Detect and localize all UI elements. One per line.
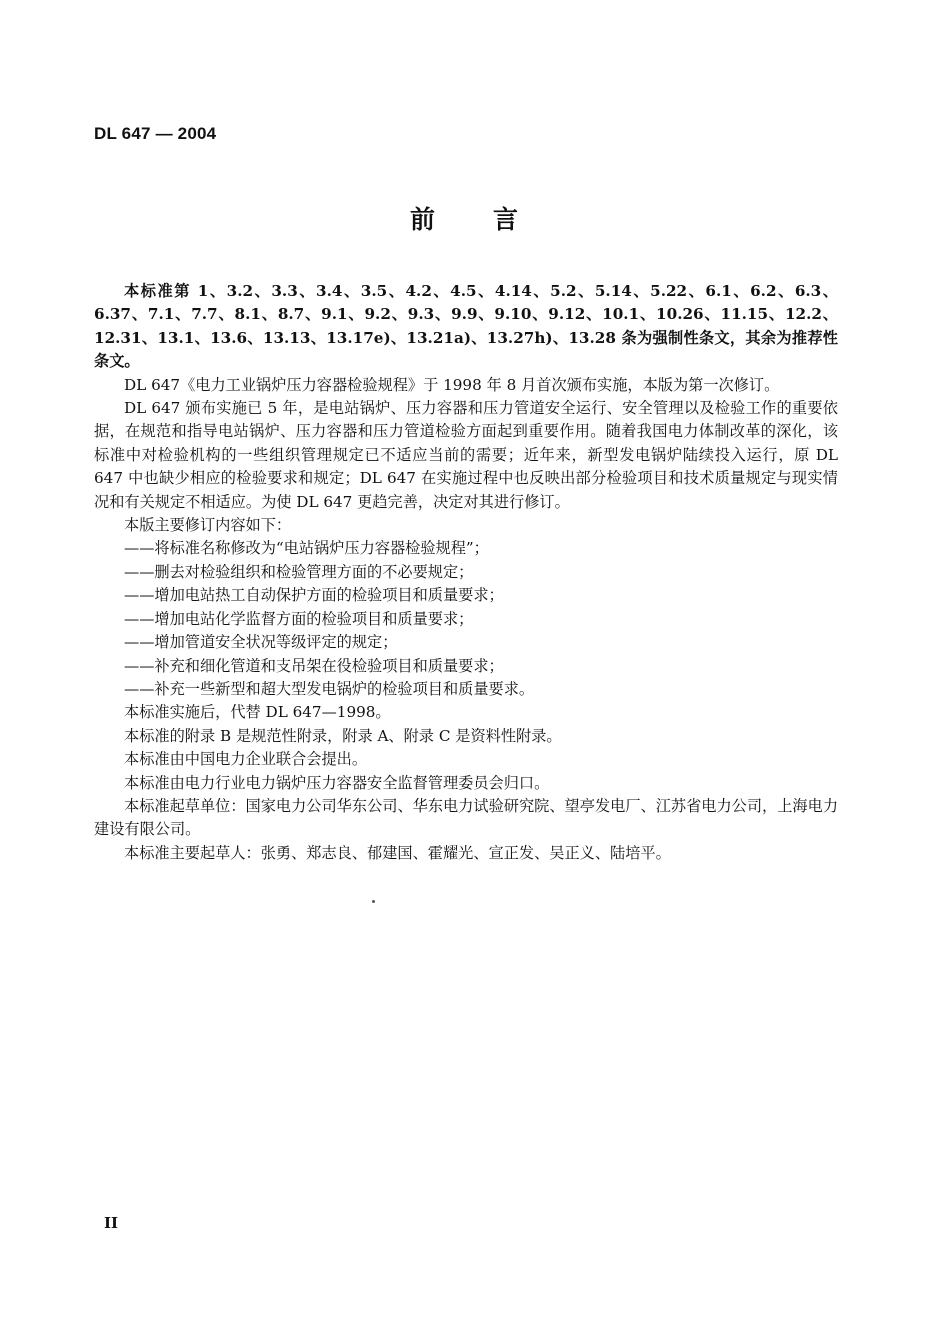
revision-item: ——补充一些新型和超大型发电锅炉的检验项目和质量要求。	[124, 679, 535, 698]
document-id-header: DL 647 — 2004	[94, 124, 217, 143]
revision-item: ——增加管道安全状况等级评定的规定；	[124, 633, 398, 652]
mandatory-clauses-paragraph: 本标准第 1、3.2、3.3、3.4、3.5、4.2、4.5、4.14、5.2、5.14、5.22、6.1、6.2、6.3、6.37、7.1、7.7、8.1、8.7、9.1、9.2、9.3、9.9、9.10、9.12、10.1、10.26、11.15、12.2、12.31、13.1、13.6、13.13、13.17e)、13.21a)、13.27h)、13.28 条为强制性条文，其余为推荐性条文。	[94, 282, 838, 371]
drafting-units-paragraph: 本标准起草单位：国家电力公司华东公司、华东电力试验研究院、望亭发电厂、江苏省电力公司，上海电力建设有限公司。	[94, 796, 838, 839]
managed-by-paragraph: 本标准由电力行业电力锅炉压力容器安全监督管理委员会归口。	[124, 773, 550, 792]
first-issue-paragraph: DL 647《电力工业锅炉压力容器检验规程》于 1998 年 8 月首次颁布实施，本版为第一次修订。	[124, 375, 780, 394]
proposed-by-paragraph: 本标准由中国电力企业联合会提出。	[124, 750, 367, 769]
revision-item: ——补充和细化管道和支吊架在役检验项目和质量要求；	[124, 656, 504, 675]
page-title: 前言	[409, 205, 576, 234]
revision-item: ——增加电站热工自动保护方面的检验项目和质量要求；	[124, 586, 504, 605]
revision-item: ——删去对检验组织和检验管理方面的不必要规定；	[124, 562, 474, 581]
revision-item: ——将标准名称修改为“电站锅炉压力容器检验规程”；	[124, 539, 489, 558]
appendix-paragraph: 本标准的附录 B 是规范性附录，附录 A、附录 C 是资料性附录。	[124, 726, 562, 745]
drafters-paragraph: 本标准主要起草人：张勇、郑志良、郁建国、霍耀光、宣正发、吴正义、陆培平。	[124, 843, 671, 862]
background-paragraph: DL 647 颁布实施已 5 年，是电站锅炉、压力容器和压力管道安全运行、安全管理以及检验工作的重要依据，在规范和指导电站锅炉、压力容器和压力管道检验方面起到重要作用。随着我国电力体制改革的深化，该标准中对检验机构的一些组织管理规定已不适应当前的需要；近年来，新型发电锅炉陆续投入运行，原 DL 647 中也缺少相应的检验要求和规定；DL 647 在实施过程中也反映出部分检验项目和技术质量规定与现实情况和有关规定不相适应。为使 DL 647 更趋完善，决定对其进行修订。	[94, 399, 838, 511]
page-number: II	[104, 1214, 119, 1232]
revision-item: ——增加电站化学监督方面的检验项目和质量要求；	[124, 609, 474, 628]
stray-dot	[372, 900, 375, 903]
revision-intro-paragraph: 本版主要修订内容如下：	[124, 516, 292, 535]
replaces-paragraph: 本标准实施后，代替 DL 647—1998。	[124, 703, 391, 722]
foreword-body	[94, 280, 838, 865]
